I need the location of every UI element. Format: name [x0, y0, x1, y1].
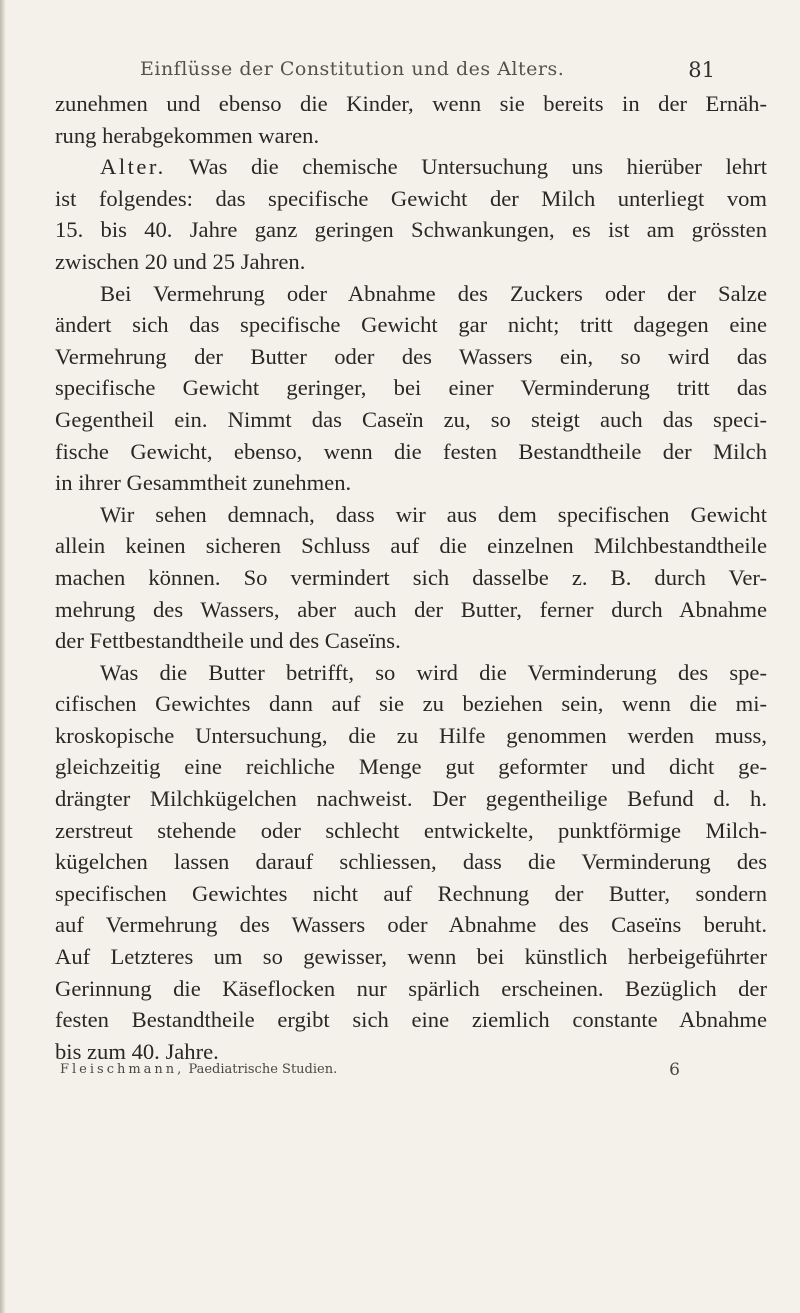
- paragraph: [55, 278, 767, 499]
- text-line: rung herabgekommen waren.: [55, 122, 320, 148]
- text-line: kügelchen lassen darauf schliessen, dass die Verminderung des: [55, 849, 767, 875]
- page-header: [0, 58, 800, 88]
- text-line: specifischen Gewichtes nicht auf Rechnung der Butter, sondern: [55, 880, 767, 906]
- text-line: Was die Butter betrifft, so wird die Verminderung des spe-: [100, 659, 767, 685]
- footer-work: Paediatrische Studien.: [188, 1062, 338, 1077]
- text-line: cifischen Gewichtes dann auf sie zu beziehen sein, wenn die mi-: [55, 691, 767, 717]
- text-line: machen können. So vermindert sich dasselbe z. B. durch Ver-: [55, 564, 767, 590]
- paragraph: [55, 657, 767, 1068]
- text-line-rest: Was die chemische Untersuchung uns hierüber lehrt: [165, 154, 767, 180]
- footer-author: Fleischmann,: [60, 1062, 185, 1077]
- text-line: zerstreut stehende oder schlecht entwickelte, punktförmige Milch-: [55, 817, 767, 843]
- body-text: [55, 88, 767, 1067]
- signature-mark: 6: [669, 1060, 680, 1080]
- text-line: in ihrer Gesammtheit zunehmen.: [55, 470, 352, 496]
- text-line: zunehmen und ebenso die Kinder, wenn sie bereits in der Ernäh-: [55, 91, 767, 116]
- text-line: ändert sich das specifische Gewicht gar nicht; tritt dagegen eine: [55, 312, 767, 338]
- paragraph: [55, 151, 767, 277]
- text-line: Bei Vermehrung oder Abnahme des Zuckers oder der Salze: [100, 280, 767, 306]
- text-line: [55, 151, 767, 183]
- text-line: der Fettbestandtheile und des Caseïns.: [55, 628, 401, 654]
- page-footer: [60, 1062, 760, 1086]
- page-edge-shadow: [0, 0, 6, 1313]
- text-line: zwischen 20 und 25 Jahren.: [55, 248, 306, 274]
- text-line: auf Vermehrung des Wassers oder Abnahme des Caseïns beruht.: [55, 912, 767, 938]
- text-line: bis zum 40. Jahre.: [55, 1038, 219, 1064]
- text-line: drängter Milchkügelchen nachweist. Der gegentheilige Befund d. h.: [55, 786, 767, 812]
- text-line: gleichzeitig eine reichliche Menge gut geformter und dicht ge-: [55, 754, 767, 780]
- section-lead-alter: Alter.: [100, 154, 166, 180]
- text-line: Auf Letzteres um so gewisser, wenn bei künstlich herbeigeführter: [55, 944, 767, 970]
- text-line: fische Gewicht, ebenso, wenn die festen Bestandtheile der Milch: [55, 438, 767, 464]
- text-line: mehrung des Wassers, aber auch der Butter, ferner durch Abnahme: [55, 596, 767, 622]
- text-line: festen Bestandtheile ergibt sich eine ziemlich constante Abnahme: [55, 1007, 767, 1033]
- text-line: Gegentheil ein. Nimmt das Caseïn zu, so steigt auch das speci-: [55, 406, 767, 432]
- text-line: specifische Gewicht geringer, bei einer Verminderung tritt das: [55, 375, 767, 401]
- page-number: 81: [688, 58, 715, 82]
- text-line: allein keinen sicheren Schluss auf die einzelnen Milchbestandtheile: [55, 533, 767, 559]
- running-title: Einflüsse der Constitution und des Alters.: [140, 58, 565, 80]
- paragraph: [55, 88, 767, 151]
- text-line: Gerinnung die Käseflocken nur spärlich erscheinen. Bezüglich der: [55, 975, 767, 1001]
- text-line: kroskopische Untersuchung, die zu Hilfe genommen werden muss,: [55, 722, 767, 748]
- text-line: Vermehrung der Butter oder des Wassers ein, so wird das: [55, 343, 767, 369]
- text-line: Wir sehen demnach, dass wir aus dem specifischen Gewicht: [100, 501, 767, 527]
- text-line: 15. bis 40. Jahre ganz geringen Schwankungen, es ist am grössten: [55, 217, 767, 243]
- text-line: ist folgendes: das specifische Gewicht der Milch unterliegt vom: [55, 185, 767, 211]
- paragraph: [55, 499, 767, 657]
